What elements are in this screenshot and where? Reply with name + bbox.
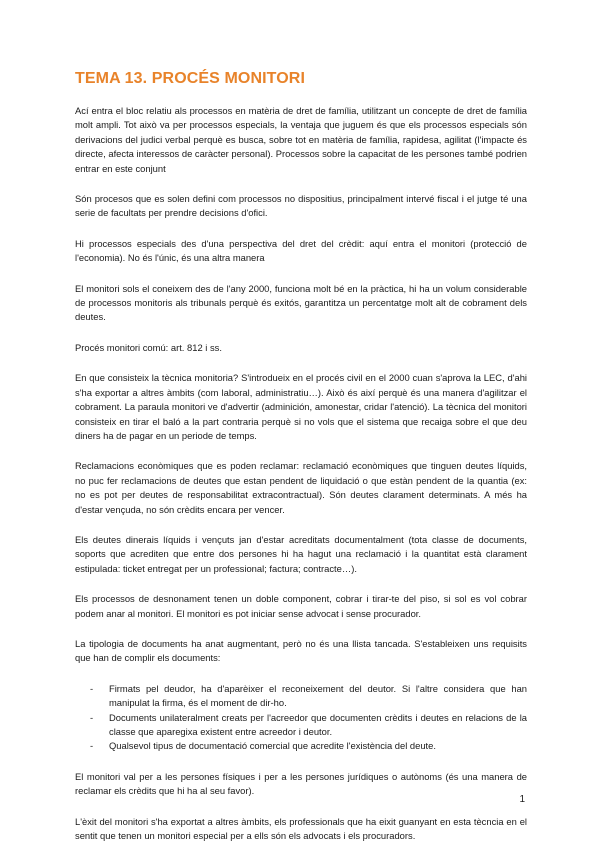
page-number: 1: [519, 794, 525, 805]
document-title: TEMA 13. PROCÉS MONITORI: [75, 70, 305, 87]
paragraph: Hi processos especials des d'una perspectiva del dret del crèdit: aquí entra el monitori (protecció de l'economia). No és l'únic, és una altra manera: [75, 237, 527, 264]
paragraph: El monitori sols el coneixem des de l'any 2000, funciona molt bé en la pràctica, hi ha un volum considerable de processos monitoris als tribunals perquè és exitós, garantitza un percentatge molt alt de cobrament dels deutes.: [75, 282, 527, 323]
document-body: [75, 70, 527, 859]
paragraph: Procés monitori comú: art. 812 i ss.: [75, 341, 222, 353]
list-item-text: Firmats pel deudor, ha d'aparèixer el reconeixement del deutor. Si l'altre considera que han manipulat la firma, és el moment de dir-ho.: [109, 682, 527, 709]
requirements-list: [75, 682, 527, 754]
list-item: [75, 682, 527, 711]
paragraph: Ací entra el bloc relatiu als processos en matèria de dret de família, utilitzant un concepte de dret de família molt ampli. Tot això va per processos especials, la ventaja que juguem és que els processos especials són derivacions del judici verbal perquè es busca, sobre tot en matèria de família, rapidesa, agilitat (l'impacte és directe, afecta interessos de caràcter personal). Processos sobre la capacitat de les persones també podrien entrar en este conjunt: [75, 105, 527, 174]
list-item: [75, 739, 527, 753]
paragraph: Són procesos que es solen defini com processos no dispositius, principalment intervé fiscal i el jutge té una serie de facultats per prendre decisions d'ofici.: [75, 193, 527, 219]
list-item-text: Qualsevol tipus de documentació comercial que acredite l'existència del deute.: [109, 740, 436, 752]
list-marker: -: [90, 740, 94, 752]
paragraph: La tipologia de documents ha anat augmentant, però no és una llista tancada. S'estableixen uns requisits que han de complir els documents:: [75, 637, 527, 664]
paragraph: L'èxit del monitori s'ha exportat a altres àmbits, els professionals que ha eixit guanyant en esta tècncia en el sentit que tenen un monitori especial per a ells són els advocats i els procuradors.: [75, 815, 527, 842]
list-item-text: Documents unilateralment creats per l'acreedor que documenten crèdits i deutes en relacions de la classe que aparegixa existent entre acreedor i deutor.: [109, 711, 527, 737]
list-marker: -: [90, 711, 94, 723]
list-marker: -: [90, 682, 94, 694]
list-item: [75, 711, 527, 740]
paragraph: El monitori val per a les persones físiques i per a les persones jurídiques o autònoms (és una manera de reclamar els crèdits que hi ha al seu favor).: [75, 770, 527, 797]
paragraph: En que consisteix la tècnica monitoria? S'introdueix en el procés civil en el 2000 cuan s'aprova la LEC, d'ahi s'ha exportar a altres àmbits (com laboral, administratiu…). Això és així perquè és una manera d'agilitzar el cobrament. La paraula monitori ve d'advertir (adminición, amonestar, cridar l'atenció). La tècnica del monitori consisteix en tirar el baló a la part contraria perquè si no vols que el sistema que recaiga sobre el que deu diners ha de pagar en un periode de temps.: [75, 372, 527, 441]
paragraph: Reclamacions econòmiques que es poden reclamar: reclamació econòmiques que tinguen deutes líquids, no puc fer reclamacions de deutes que estan pendent de liquidació o que estàn pendent de la quantia (ex: no es pot per deutes de responsabilitat extracontractual). Són deutes clarament determinats. A més ha d'estar vençuda, no són crèdits encara per vencer.: [75, 460, 527, 515]
paragraph: Els processos de desnonament tenen un doble component, cobrar i tirar-te del piso, si sol es vol cobrar podem anar al monitori. El monitori es pot iniciar sense advocat i sense procurador.: [75, 593, 527, 619]
paragraph: Els deutes dinerais líquids i vençuts jan d'estar acreditats documentalment (tota classe de documents, soports que acrediten que entre dos persones hi ha hagut una reclamació i la quantitat està clarament estipulada: ticket entregat per un professional; factura; contracte…).: [75, 533, 527, 574]
